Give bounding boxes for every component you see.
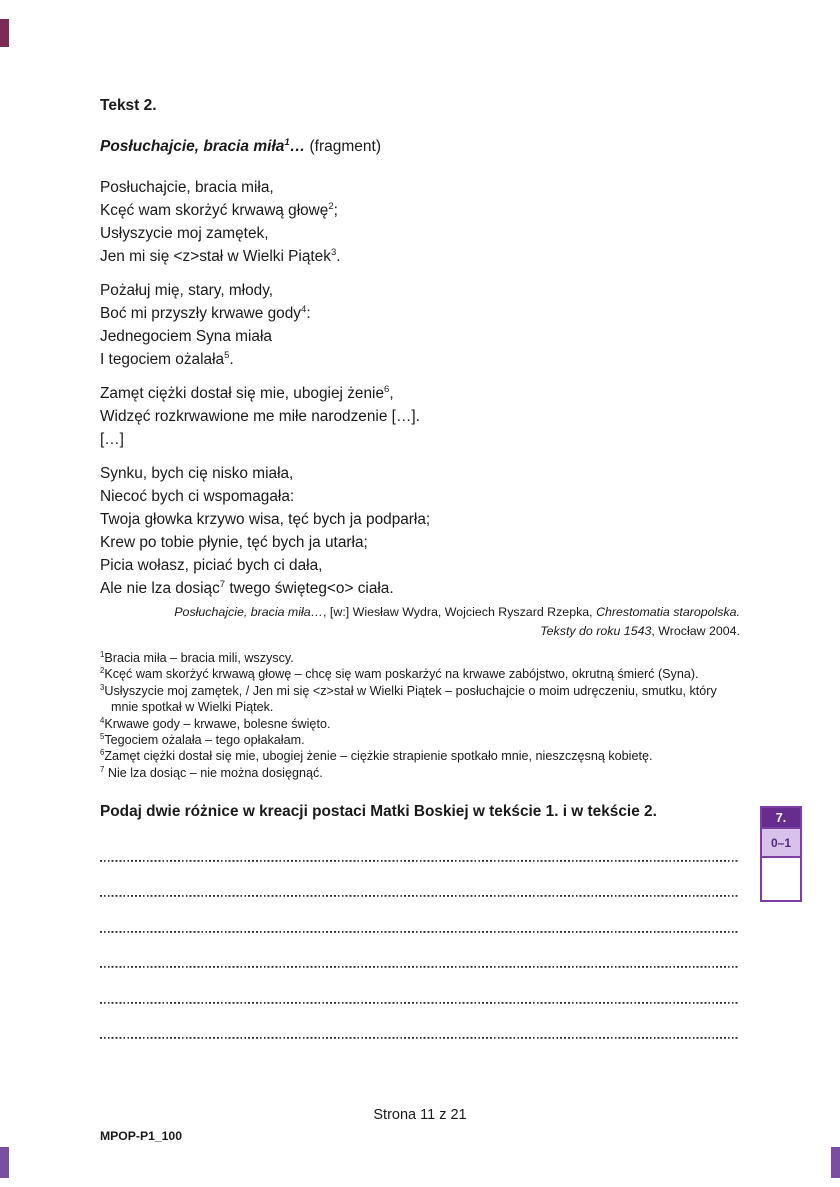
poem-title-ellipsis: … [289, 138, 306, 155]
footnote: $^2$Kcęć wam skorżyć krwawą głowę – chcę się wam poskarżyć na krwawe zabójstwo, okrutną śmierć (Syna). [100, 666, 699, 682]
poem-line: Picia wołasz, piciać bych ci dała, [100, 557, 323, 574]
form-code: MPOP-P1_100 [100, 1129, 182, 1143]
poem-line: Usłyszycie moj zamętek, [100, 225, 269, 242]
footnote-number: 7 [100, 764, 105, 774]
question-points-badge: 0–1 [762, 827, 800, 858]
poem-line: Boć mi przyszły krwawe gody$^4$: [100, 303, 311, 322]
footnote-number: 4 [100, 715, 105, 725]
poem-line: Jen mi się <z>stał w Wielki Piątek$^3$. [100, 246, 341, 265]
answer-dotted-line [100, 1004, 738, 1040]
footnote-reference: 2 [328, 200, 334, 212]
footnotes [100, 650, 744, 781]
text2-heading: Tekst 2. [100, 97, 157, 114]
footnote-number: 2 [100, 666, 105, 676]
footnote: $^1$Bracia miła – bracia mili, wszyscy. [100, 649, 294, 665]
footnote-reference: 7 [219, 578, 226, 590]
poem-title-footnote-ref: 1 [284, 136, 290, 148]
footnote-number: 1 [100, 649, 105, 659]
poem [100, 176, 740, 611]
poem-stanza [100, 382, 740, 451]
footnote: $^5$Tegociem ożalała – tego opłakałam. [100, 731, 305, 748]
answer-dotted-line [100, 933, 738, 969]
poem-title-fragment-label: (fragment) [305, 138, 382, 155]
footnote: $^6$Zamęt ciężki dostał się mie, ubogiej żenie – ciężkie strapienie spotkało mnie, nieszczęsną kobietę. [100, 748, 653, 764]
poem-line: Zamęt ciężki dostał się mie, ubogiej żenie$^6$, [100, 383, 394, 402]
footnote-number: 3 [100, 682, 105, 692]
answer-dotted-line [100, 862, 738, 898]
citation-editors: , [w:] Wiesław Wydra, Wojciech Ryszard Rzepka, [323, 605, 597, 619]
poem-line: Widzęć rozkrwawione me miłe narodzenie […]. [100, 408, 420, 425]
poem-stanza [100, 279, 740, 371]
poem-line: Twoja głowka krzywo wisa, tęć bych ja podparła; [100, 511, 431, 528]
answer-dotted-line [100, 968, 738, 1004]
footnote-reference: 3 [330, 246, 337, 258]
footnote-number: 6 [100, 748, 105, 758]
footnote-reference: 5 [224, 349, 230, 361]
poem-stanza [100, 176, 740, 268]
edge-mark-bottom-left [0, 1147, 9, 1178]
poem-line: Pożałuj mię, stary, młody, [100, 282, 274, 299]
answer-dotted-line [100, 897, 738, 933]
page-number: Strona 11 z 21 [373, 1107, 467, 1123]
footnote-reference: 4 [301, 303, 307, 315]
poem-title [100, 138, 381, 156]
poem-line: I tegociem ożalała$^5$. [100, 349, 234, 368]
poem-stanza [100, 462, 740, 600]
poem-title-main: Posłuchajcie, bracia miła [100, 138, 285, 155]
footnote: $^4$Krwawe gody – krwawe, bolesne święto. [100, 715, 331, 731]
footnote-number: 5 [100, 731, 105, 741]
poem-line: Krew po tobie płynie, tęć bych ja utarła; [100, 534, 368, 551]
poem-line: Synku, bych cię nisko miała, [100, 465, 294, 482]
citation-line-1 [100, 603, 740, 622]
question-text: Podaj dwie różnice w kreacji postaci Matki Boskiej w tekście 1. i w tekście 2. [100, 803, 657, 820]
poem-line: Posłuchajcie, bracia miła, [100, 179, 274, 196]
edge-mark-top-left [0, 19, 9, 47]
citation-book-subtitle: Teksty do roku 1543 [540, 623, 652, 638]
question-score-box [760, 806, 802, 902]
citation-work-title: Posłuchajcie, bracia miła… [174, 605, 324, 619]
answer-dotted-line [100, 826, 738, 862]
poem-line: Jednegociem Syna miała [100, 328, 272, 345]
poem-line: Kcęć wam skorżyć krwawą głowę$^2$; [100, 200, 338, 219]
citation-place-year: , Wrocław 2004. [651, 623, 740, 638]
citation-book-title: Chrestomatia staropolska. [596, 605, 740, 619]
score-entry-cell [762, 858, 800, 900]
edge-mark-bottom-right [831, 1147, 840, 1178]
footnote: $^7$ Nie lza dosiąc – nie można dosięgnąć. [100, 764, 323, 780]
citation [100, 603, 740, 640]
poem-line: Niecoć bych ci wspomagała: [100, 488, 295, 505]
footnote-reference: 6 [384, 383, 390, 395]
poem-line: […] [100, 431, 124, 448]
answer-lines [100, 826, 738, 1039]
citation-line-2 [100, 622, 740, 641]
poem-line: Ale nie lza dosiąc$^7$ twego święteg<o> ciała. [100, 578, 394, 597]
footnote: $^3$Usłyszycie moj zamętek, / Jen mi się <z>stał w Wielki Piątek – posłuchajcie o moim udręczeniu, smutku, który mnie spotkał w Wielki Piątek. [100, 682, 717, 715]
question-number-badge: 7. [762, 808, 800, 827]
